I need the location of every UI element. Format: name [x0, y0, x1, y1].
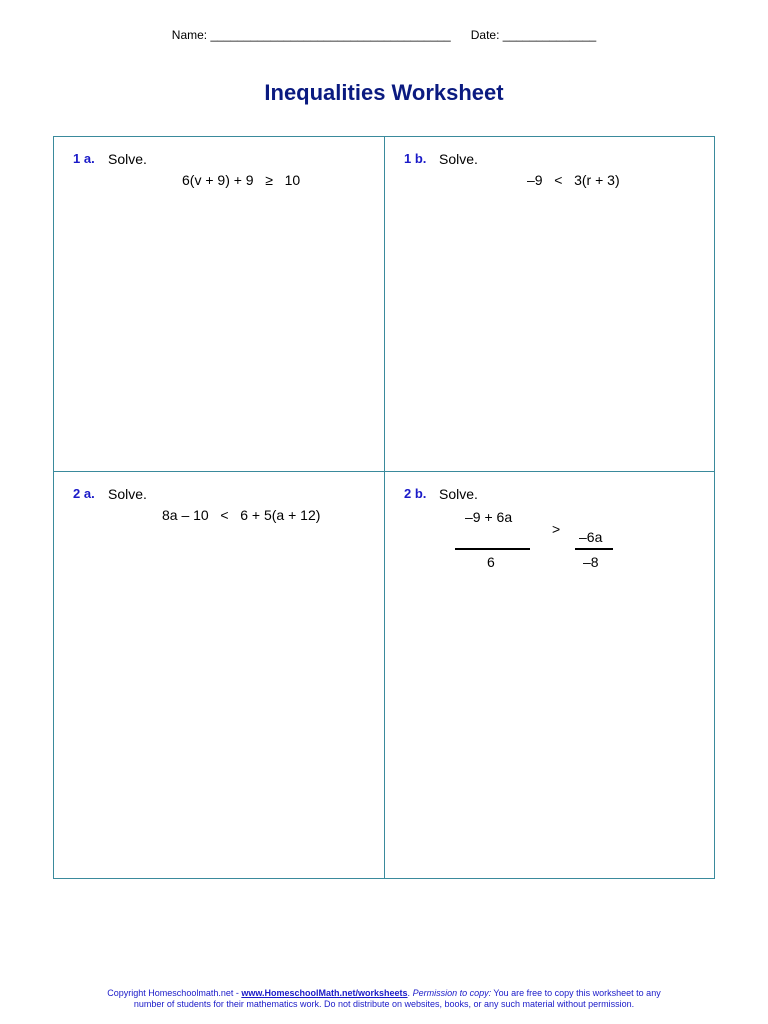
left-fraction-bar — [455, 548, 530, 550]
right-fraction-denominator: –8 — [583, 554, 599, 570]
date-field[interactable]: ______________ — [502, 28, 597, 42]
worksheets-link[interactable]: www.HomeschoolMath.net/worksheets — [241, 988, 408, 998]
problem-number: 1 b. — [404, 151, 427, 166]
problem-instruction: Solve. — [439, 151, 478, 167]
problem-cell-1b — [385, 137, 715, 471]
problem-expression: 8a – 10 < 6 + 5(a + 12) — [162, 507, 321, 523]
problem-instruction: Solve. — [108, 151, 147, 167]
header-line — [0, 28, 768, 42]
problem-cell-2b — [385, 472, 715, 878]
problem-expression: 6(v + 9) + 9 ≥ 10 — [182, 172, 301, 188]
problem-instruction: Solve. — [108, 486, 147, 502]
problem-instruction: Solve. — [439, 486, 478, 502]
permission-text: You are free to copy this worksheet to any — [491, 988, 661, 998]
left-fraction-numerator: –9 + 6a — [465, 509, 513, 525]
right-fraction-bar — [575, 548, 613, 550]
problem-cell-2a — [54, 472, 384, 878]
inequality-operator: > — [552, 521, 561, 537]
permission-label: Permission to copy: — [412, 988, 492, 998]
problem-cell-1a — [54, 137, 384, 471]
name-field[interactable]: ____________________________________ — [210, 28, 451, 42]
left-fraction-denominator: 6 — [487, 554, 495, 570]
right-fraction-numerator: –6a — [579, 529, 603, 545]
footer — [0, 988, 768, 1010]
problem-expression: –9 < 3(r + 3) — [527, 172, 620, 188]
problem-number: 1 a. — [73, 151, 95, 166]
date-label: Date: — [470, 28, 500, 42]
problem-number: 2 a. — [73, 486, 95, 501]
copyright-text: Copyright Homeschoolmath.net - — [107, 988, 242, 998]
problem-number: 2 b. — [404, 486, 427, 501]
footer-line-2: number of students for their mathematics work. Do not distribute on websites, books, or any such material without permission. — [133, 999, 635, 1009]
problem-grid — [53, 136, 715, 879]
page-title: Inequalities Worksheet — [264, 80, 504, 105]
name-label: Name: — [171, 28, 208, 42]
footer-line-1: Copyright Homeschoolmath.net - www.HomeschoolMath.net/worksheets. Permission to copy: You are free to copy this worksheet to any — [107, 988, 661, 998]
